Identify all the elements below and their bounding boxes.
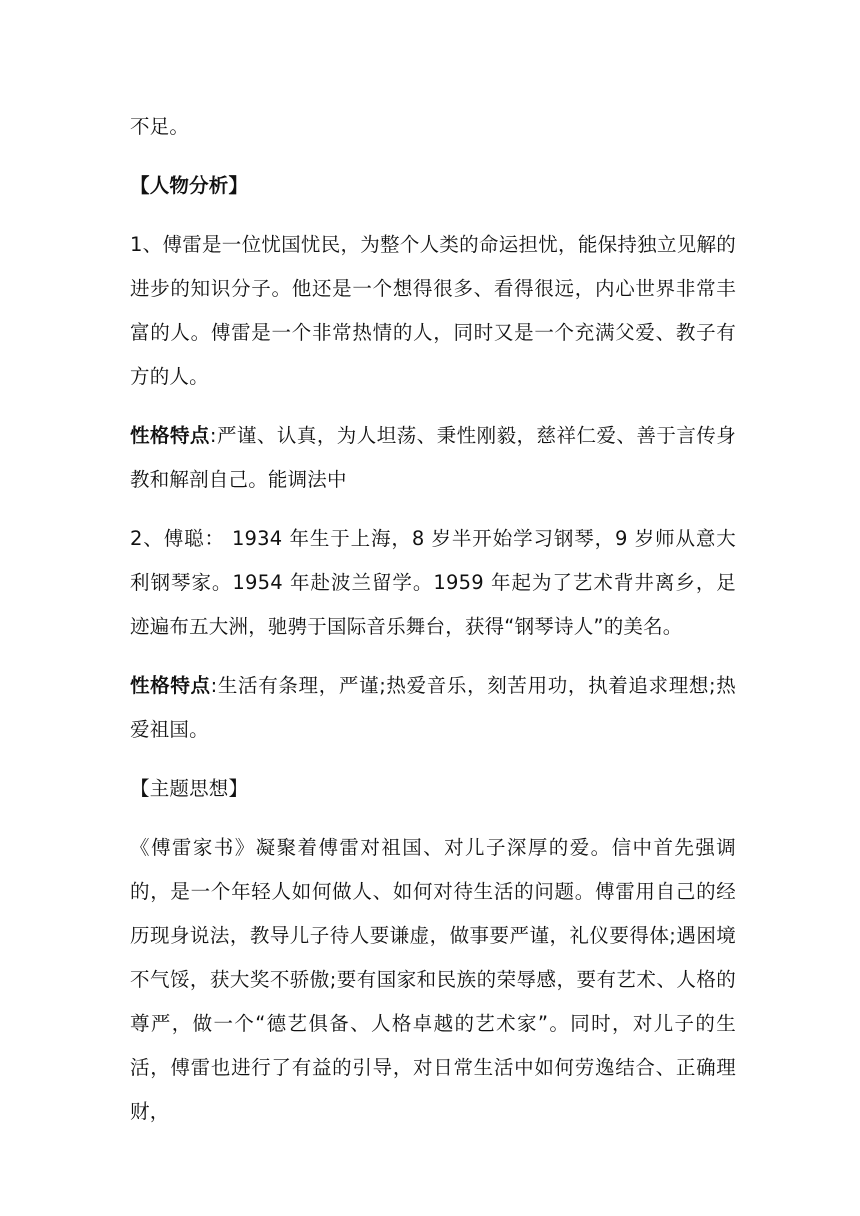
section-heading-character-analysis: 【人物分析】 bbox=[130, 174, 249, 197]
traits-label: 性格特点 bbox=[130, 674, 211, 697]
paragraph-fu-lei: 1、傅雷是一位忧国忧民，为整个人类的命运担忧，能保持独立见解的进步的知识分子。他还是一个想得很多、看得很远，内心世界非常丰富的人。傅雷是一个非常热情的人，同时又是一个充满父爱、教子有方的人。 bbox=[130, 233, 736, 388]
paragraph-continuation: 不足。 bbox=[130, 115, 190, 138]
paragraph-fu-cong: 2、傅聪： 1934 年生于上海，8 岁半开始学习钢琴，9 岁师从意大利钢琴家。1954 年赴波兰留学。1959 年起为了艺术背井离乡，足迹遍布五大洲，驰骋于国际音乐舞台，获得“钢琴诗人”的美名。 bbox=[130, 527, 736, 638]
traits-text: :严谨、认真，为人坦荡、秉性刚毅，慈祥仁爱、善于言传身教和解剖自己。能调法中 bbox=[130, 424, 736, 491]
paragraph-theme: 《傅雷家书》凝聚着傅雷对祖国、对儿子深厚的爱。信中首先强调的，是一个年轻人如何做人、如何对待生活的问题。傅雷用自己的经历现身说法，教导儿子待人要谦虚，做事要严谨，礼仪要得体;遇困境不气馁，获大奖不骄傲;要有国家和民族的荣辱感，要有艺术、人格的尊严，做一个“德艺俱备、人格卓越的艺术家”。同时，对儿子的生活，傅雷也进行了有益的引导，对日常生活中如何劳逸结合、正确理财， bbox=[130, 836, 736, 1123]
paragraph-fu-cong-traits bbox=[130, 664, 736, 752]
document-body bbox=[130, 105, 736, 1149]
section-heading-theme: 【主题思想】 bbox=[130, 777, 249, 800]
paragraph-fu-lei-traits bbox=[130, 414, 736, 502]
traits-label: 性格特点 bbox=[130, 424, 210, 447]
traits-text: :生活有条理，严谨;热爱音乐，刻苦用功，执着追求理想;热爱祖国。 bbox=[130, 674, 736, 741]
